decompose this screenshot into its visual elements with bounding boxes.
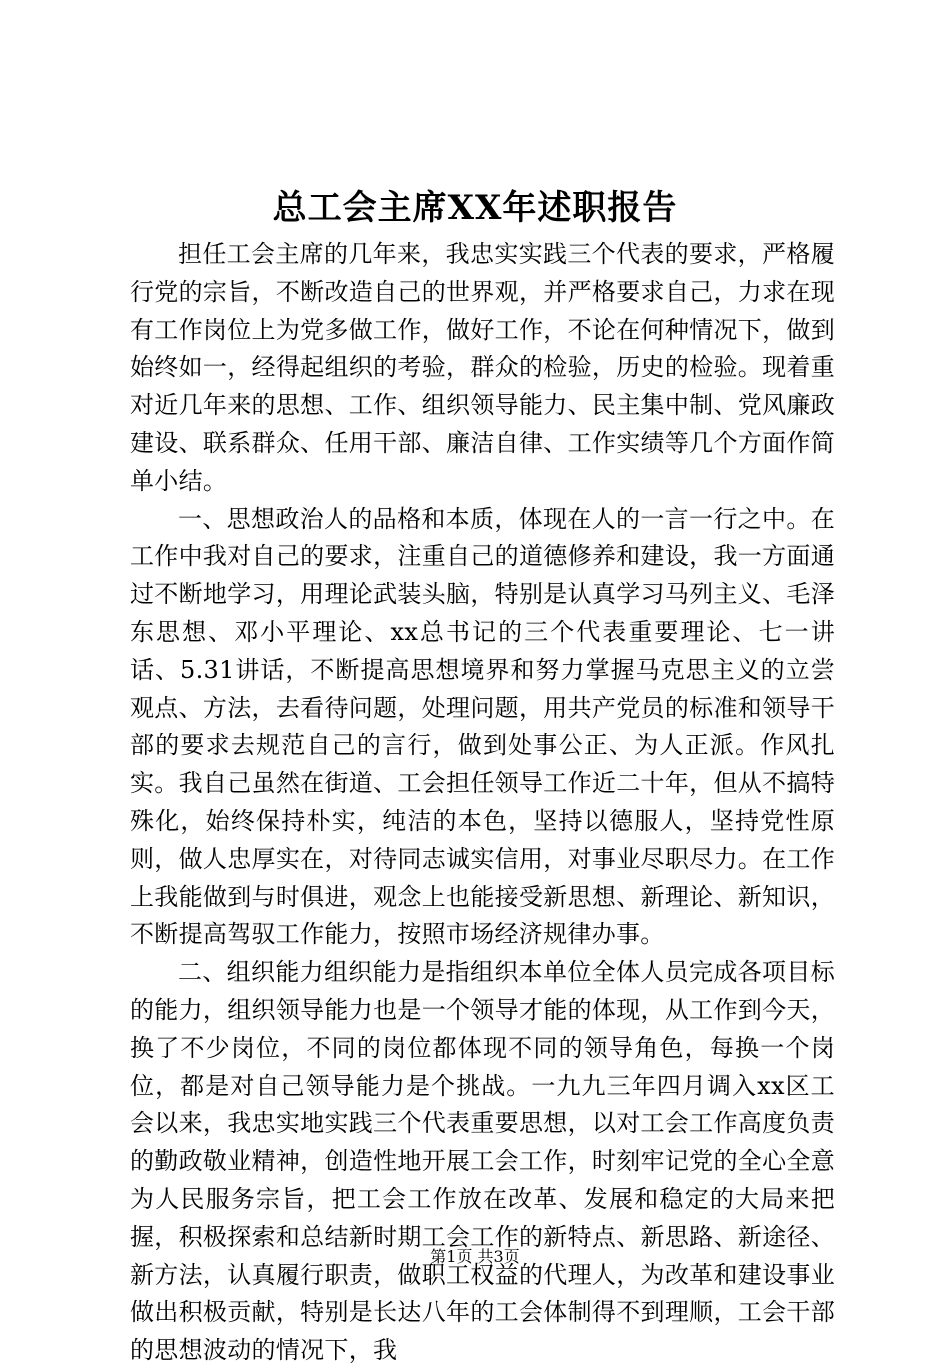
page-footer: 第1页 共3页 [430, 1247, 520, 1266]
document-body [130, 236, 835, 1370]
paragraph-ideology: 一、思想政治人的品格和本质，体现在人的一言一行之中。在工作中我对自己的要求，注重自己的道德修养和建设，我一方面通过不断地学习，用理论武装头脑，特别是认真学习马列主义、毛泽东思想、邓小平理论、xx总书记的三个代表重要理论、七一讲话、5.31讲话，不断提高思想境界和努力掌握马克思主义的立尝观点、方法，去看待问题，处理问题，用共产党员的标准和领导干部的要求去规范自己的言行，做到处事公正、为人正派。作风扎实。我自己虽然在街道、工会担任领导工作近二十年，但从不搞特殊化，始终保持朴实，纯洁的本色，坚持以德服人，坚持党性原则，做人忠厚实在，对待同志诚实信用，对事业尽职尽力。在工作上我能做到与时俱进，观念上也能接受新思想、新理论、新知识，不断提高驾驭工作能力，按照市场经济规律办事。 [130, 504, 835, 949]
document-title: 总工会主席XX年述职报告 [272, 188, 678, 228]
paragraph-intro: 担任工会主席的几年来，我忠实实践三个代表的要求，严格履行党的宗旨，不断改造自己的世界观，并严格要求自己，力求在现有工作岗位上为党多做工作，做好工作，不论在何种情况下，做到始终如一，经得起组织的考验，群众的检验，历史的检验。现着重对近几年来的思想、工作、组织领导能力、民主集中制、党风廉政建设、联系群众、任用干部、廉洁自律、工作实绩等几个方面作简单小结。 [130, 240, 835, 495]
paragraph-organization: 二、组织能力组织能力是指组织本单位全体人员完成各项目标的能力，组织领导能力也是一个领导才能的体现，从工作到今天，换了不少岗位，不同的岗位都体现不同的领导角色，每换一个岗位，都是对自己领导能力是个挑战。一九九三年四月调入xx区工会以来，我忠实地实践三个代表重要思想，以对工会工作高度负责的勤政敬业精神，创造性地开展工会工作，时刻牢记党的全心全意为人民服务宗旨，把工会工作放在改革、发展和稳定的大局来把握，积极探索和总结新时期工会工作的新特点、新思路、新途径、新方法，认真履行职责，做职工权益的代理人，为改革和建设事业做出积极贡献，特别是长达八年的工会体制得不到理顺，工会干部的思想波动的情况下，我 [130, 958, 835, 1365]
